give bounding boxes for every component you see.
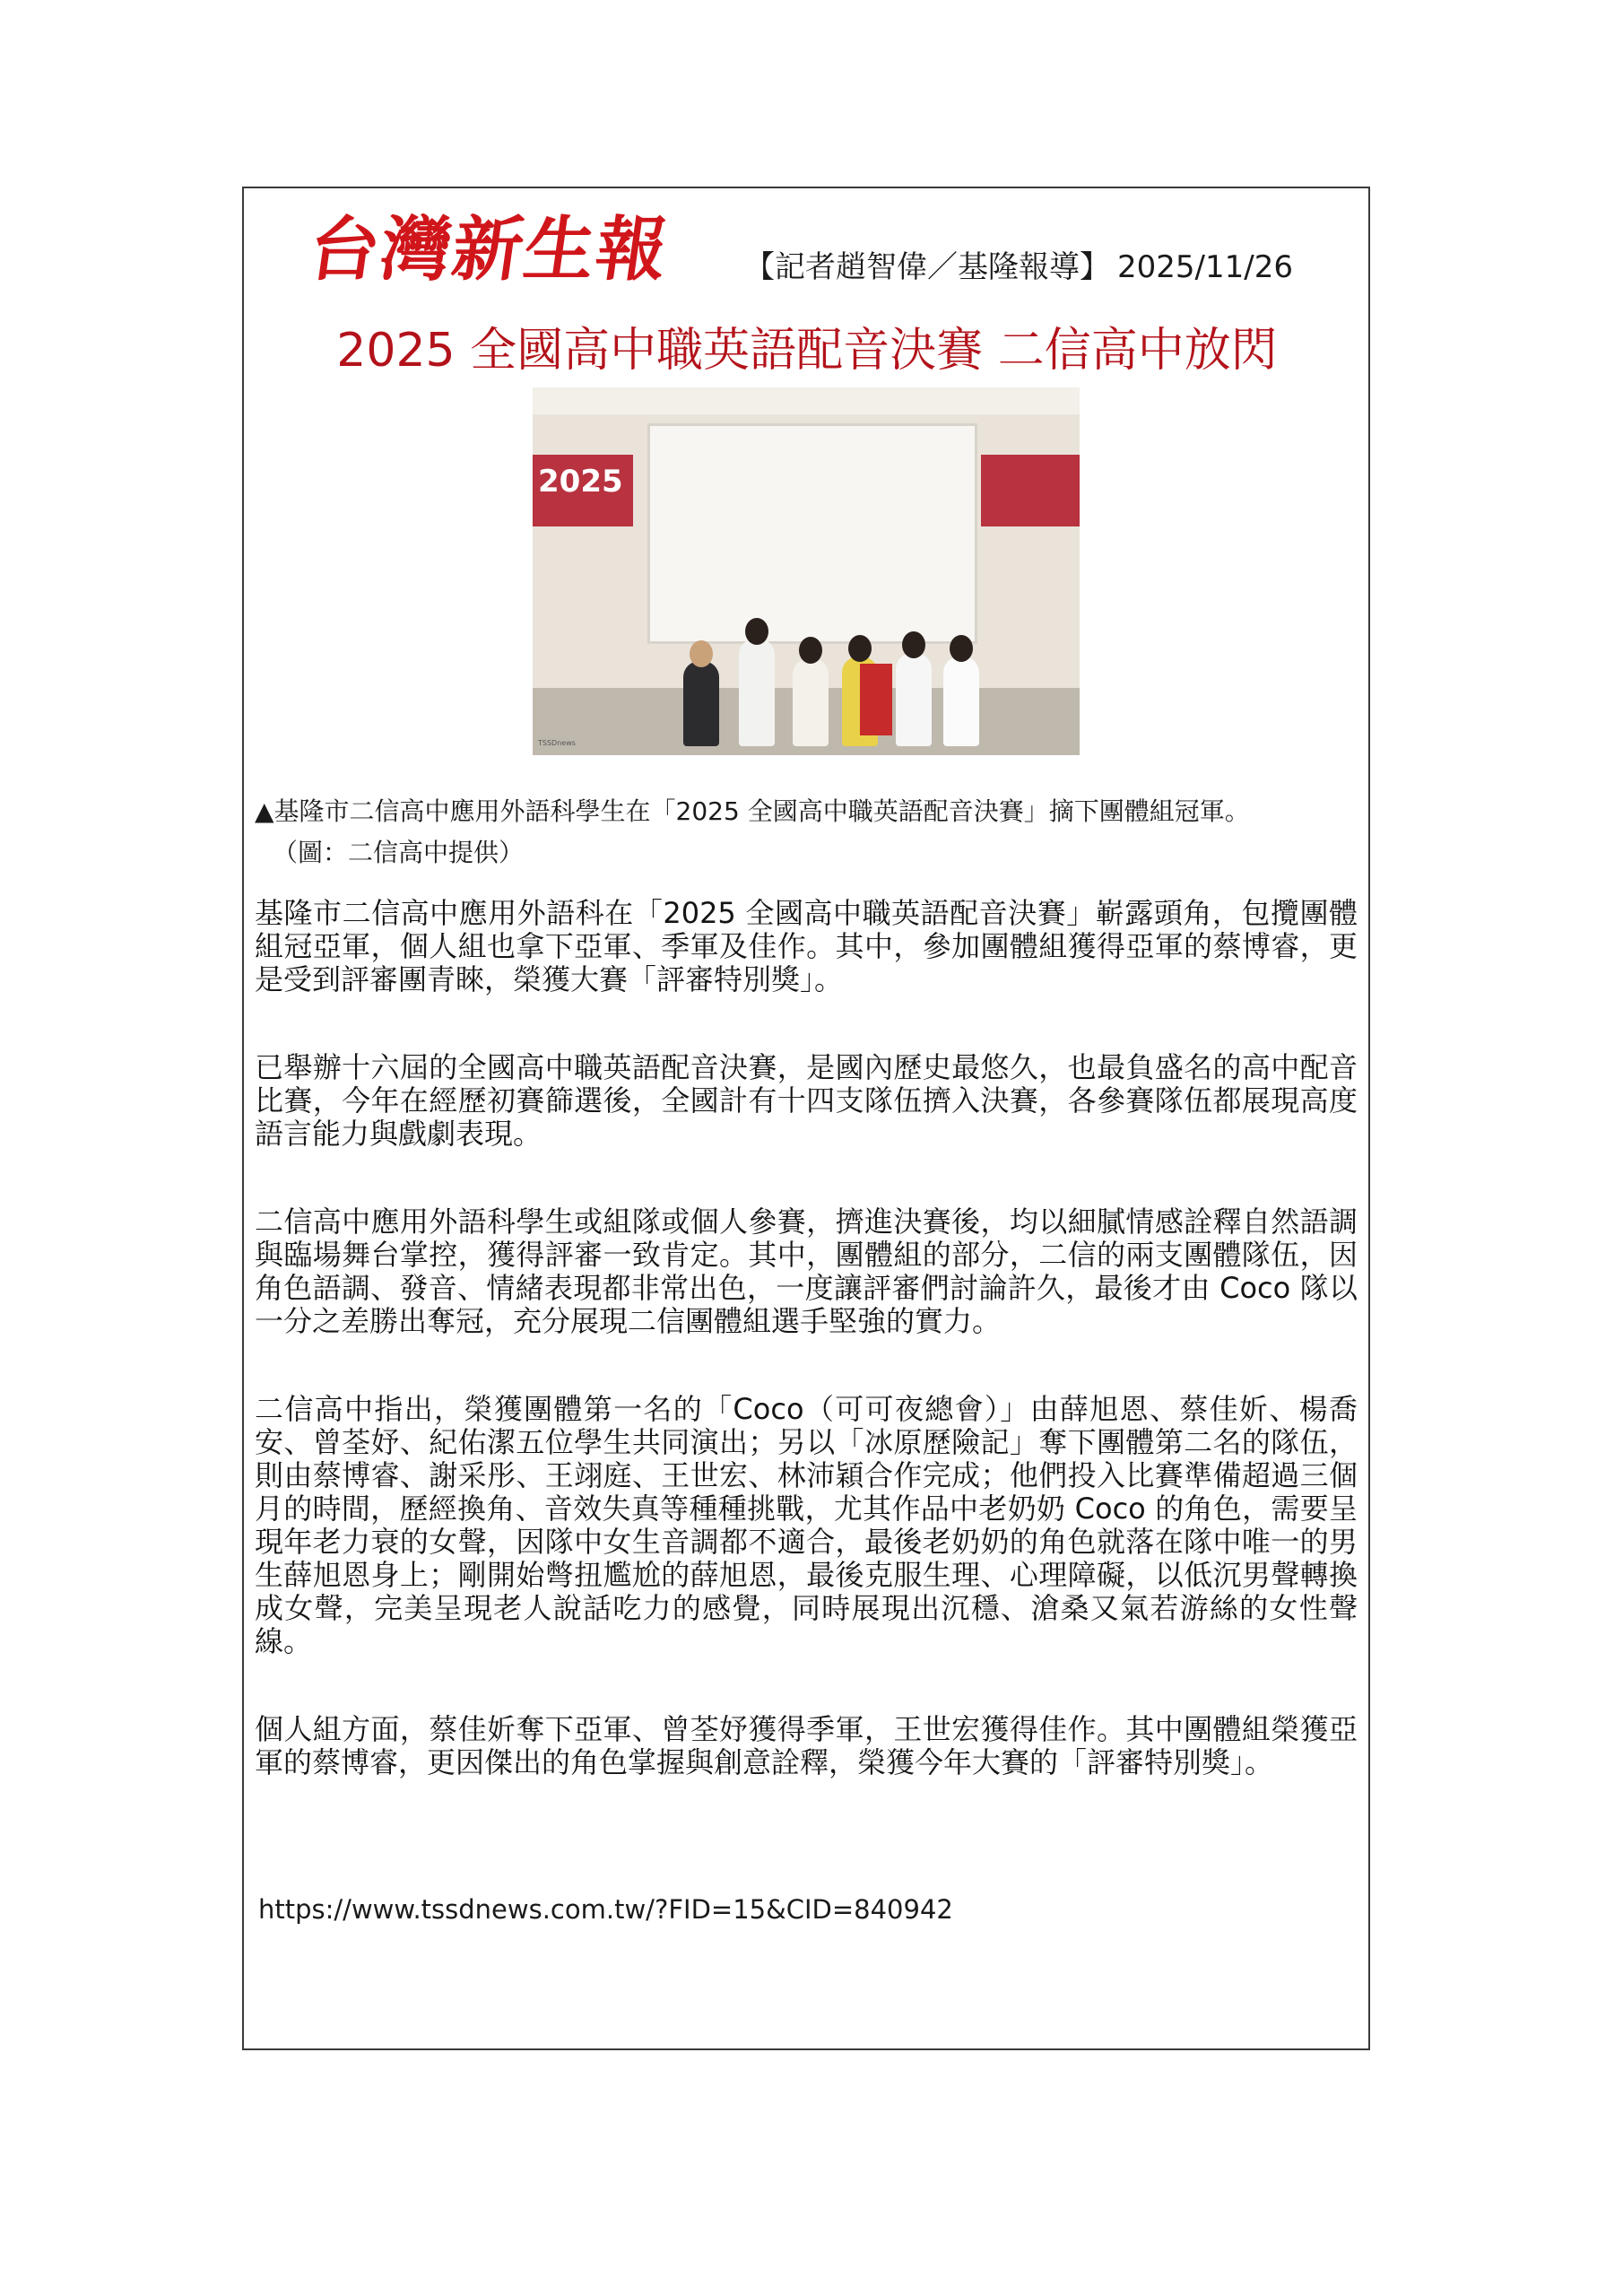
photo-caption	[255, 791, 1358, 874]
photo-person-head	[799, 637, 822, 664]
photo-banner-text: 2025	[538, 464, 623, 500]
projector-screen	[647, 423, 977, 644]
photo-person-head	[690, 640, 713, 667]
byline	[744, 242, 1293, 286]
photo-person-head	[902, 631, 925, 658]
photo-person	[739, 639, 775, 746]
photo-credit: TSSDnews	[538, 739, 576, 747]
article-paragraph: 二信高中應用外語科學生或組隊或個人參賽，擠進決賽後，均以細膩情感詮釋自然語調與臨場舞台掌控，獲得評審一致肯定。其中，團體組的部分，二信的兩支團體隊伍，因角色語調、發音、情緒表現都非常出色，一度讓評審們討論許久，最後才由 Coco 隊以一分之差勝出奪冠，充分展現二信團體組選手堅強的實力。	[255, 1205, 1358, 1338]
newspaper-masthead-logo: 台灣新生報	[303, 209, 674, 291]
article-paragraph: 二信高中指出，榮獲團體第一名的「Coco（可可夜總會）」由薛旭恩、蔡佳妡、楊喬安、曾荃妤、紀佑潔五位學生共同演出；另以「冰原歷險記」奪下團體第二名的隊伍，則由蔡博睿、謝采彤、王翊庭、王世宏、林沛穎合作完成；他們投入比賽準備超過三個月的時間，歷經換角、音效失真等種種挑戰，尤其作品中老奶奶 Coco 的角色，需要呈現年老力衰的女聲，因隊中女生音調都不適合，最後老奶奶的角色就落在隊中唯一的男生薛旭恩身上；剛開始彆扭尷尬的薛旭恩，最後克服生理、心理障礙，以低沉男聲轉換成女聲，完美呈現老人說話吃力的感覺，同時展現出沉穩、滄桑又氣若游絲的女性聲線。	[255, 1392, 1358, 1658]
photo-person-head	[848, 635, 872, 662]
article-paragraph: 基隆市二信高中應用外語科在「2025 全國高中職英語配音決賽」嶄露頭角，包攬團體組冠亞軍，個人組也拿下亞軍、季軍及佳作。其中，參加團體組獲得亞軍的蔡博睿，更是受到評審團青睞，榮獲大賽「評審特別獎」。	[255, 896, 1358, 996]
source-url: https://www.tssdnews.com.tw/?FID=15&CID=840942	[258, 1894, 953, 1925]
photo-person	[793, 658, 829, 746]
reporter-credit: 【記者趙智偉／基隆報導】	[744, 249, 1110, 285]
photo-person-head	[950, 635, 973, 662]
caption-credit: （圖：二信高中提供）	[273, 838, 525, 867]
article-photo	[533, 387, 1080, 755]
article-paragraph: 個人組方面，蔡佳妡奪下亞軍、曾荃妤獲得季軍，王世宏獲得佳作。其中團體組榮獲亞軍的蔡博睿，更因傑出的角色掌握與創意詮釋，榮獲今年大賽的「評審特別獎」。	[255, 1712, 1358, 1779]
photo-person-head	[745, 618, 768, 645]
publish-date: 2025/11/26	[1117, 249, 1293, 285]
photo-ceiling	[533, 387, 1080, 414]
photo-banner-left	[533, 455, 633, 526]
article-paragraph: 已舉辦十六屆的全國高中職英語配音決賽，是國內歷史最悠久，也最負盛名的高中配音比賽，今年在經歷初賽篩選後，全國計有十四支隊伍擠入決賽，各參賽隊伍都展現高度語言能力與戲劇表現。	[255, 1050, 1358, 1151]
trophy-pennant	[860, 664, 892, 735]
article-body	[255, 897, 1358, 1834]
caption-text: ▲基隆市二信高中應用外語科學生在「2025 全國高中職英語配音決賽」摘下團體組冠軍。	[255, 796, 1250, 826]
photo-person	[683, 661, 719, 746]
photo-person	[896, 653, 932, 746]
photo-person	[943, 657, 979, 746]
article-headline: 2025 全國高中職英語配音決賽 二信高中放閃	[336, 324, 1278, 378]
photo-banner-right	[981, 455, 1080, 526]
